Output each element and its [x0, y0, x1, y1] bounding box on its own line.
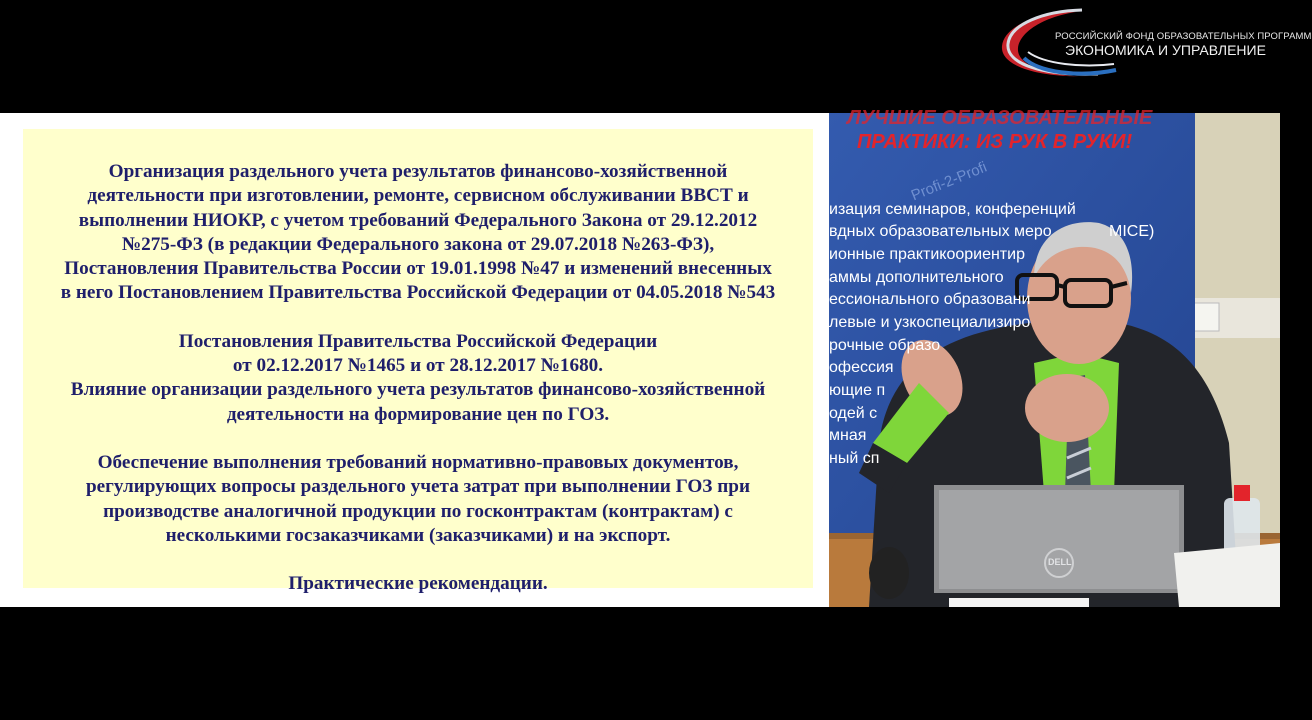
banner-line: офессия: [829, 359, 894, 376]
slide-content-card: [23, 129, 813, 595]
slide-paragraph-4: [23, 572, 813, 596]
slide-line: Влияние организации раздельного учета результатов финансово-хозяйственной: [70, 379, 766, 401]
slide-line: выполнении НИОКР, с учетом требований Федерального Закона от 29.12.2012: [78, 209, 758, 231]
slide-line: в него Постановлением Правительства Российской Федерации от 04.05.2018 №543: [60, 282, 776, 304]
slide-line: производстве аналогичной продукции по госконтрактам (контрактам) с: [103, 500, 733, 522]
mouse: [869, 547, 909, 599]
slide-text-block: [23, 160, 813, 596]
banner-watermark: Profi-2-Profi: [908, 158, 990, 205]
speaker-right-hand: [1025, 374, 1109, 442]
slide-line: Практические рекомендации.: [288, 573, 548, 595]
logo-title: ЭКОНОМИКА И УПРАВЛЕНИЕ: [1065, 42, 1266, 58]
slide-line: №275-ФЗ (в редакции Федерального закона от 29.07.2018 №263-ФЗ),: [121, 233, 715, 255]
slide-paragraph-3: [23, 451, 813, 548]
banner-line: одей с: [829, 405, 878, 422]
banner-line: ессионального образовани: [829, 291, 1031, 308]
speaker-video-panel: [829, 107, 1280, 607]
slide-line: Организация раздельного учета результатов финансово-хозяйственной: [108, 161, 728, 182]
banner-mice: MICE): [1109, 223, 1155, 240]
slide-line: деятельности на формирование цен по ГОЗ.: [226, 403, 610, 425]
slide-line: Постановления Правительства Российской Федерации: [178, 330, 658, 352]
logo-subtitle: РОССИЙСКИЙ ФОНД ОБРАЗОВАТЕЛЬНЫХ ПРОГРАММ: [1055, 31, 1312, 42]
banner-line: ный сп: [829, 450, 880, 467]
banner-line: аммы дополнительного: [829, 269, 1004, 286]
banner-line: ионные практикоориентир: [829, 246, 1025, 263]
slide-line: Обеспечение выполнения требований нормативно-правовых документов,: [97, 451, 739, 473]
banner-line: мная: [829, 427, 867, 444]
slide-paragraph-1: [23, 160, 813, 306]
slide-line: регулирующих вопросы раздельного учета затрат при выполнении ГОЗ при: [85, 476, 751, 498]
speaker-scene: [829, 113, 1280, 607]
banner-heading-1: ЛУЧШИЕ ОБРАЗОВАТЕЛЬНЫЕ: [847, 107, 1153, 129]
slide-line: Постановления Правительства России от 19.01.1998 №47 и изменений внесенных: [64, 258, 772, 280]
banner-line: ющие п: [829, 382, 886, 399]
bottom-letterbox-bar: [0, 607, 1280, 720]
presentation-slide-panel: [0, 113, 829, 607]
banner-line: левые и узкоспециализиро: [829, 314, 1031, 331]
laptop-brand: DELL: [1048, 557, 1072, 567]
papers: [1174, 543, 1280, 607]
slide-paragraph-2: [23, 330, 813, 427]
channel-logo: [998, 8, 1312, 82]
banner-line: вдных образовательных меро: [829, 223, 1052, 240]
banner-heading-2: ПРАКТИКИ: ИЗ РУК В РУКИ!: [857, 131, 1133, 153]
slide-line: деятельности при изготовлении, ремонте, сервисном обслуживании ВВСТ и: [87, 185, 749, 207]
banner-line: изация семинаров, конференций: [829, 201, 1076, 218]
banner-line: рочные образо: [829, 337, 941, 354]
slide-line: несколькими госзаказчиками (заказчиками) и на экспорт.: [165, 524, 671, 546]
wall-socket: [1193, 303, 1219, 331]
slide-line: от 02.12.2017 №1465 и от 28.12.2017 №1680.: [232, 355, 604, 377]
